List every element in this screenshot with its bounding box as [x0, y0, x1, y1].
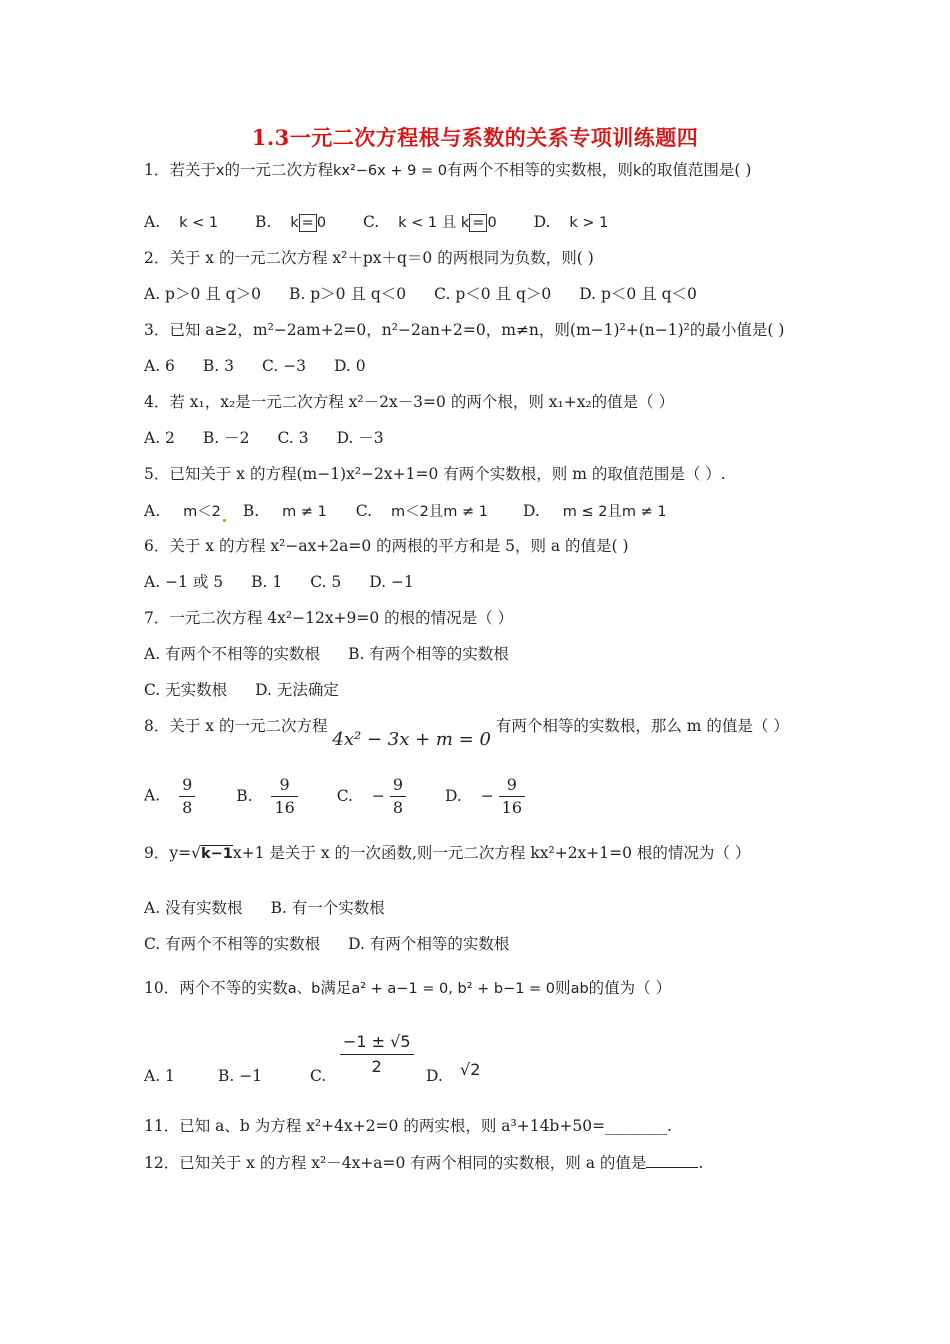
q8-options: [144, 774, 525, 819]
option: C. −3: [262, 357, 307, 375]
option-label: B.: [242, 502, 260, 520]
option: A. p＞0 且 q＞0: [144, 285, 261, 303]
fraction: [179, 774, 195, 819]
q10-text: 满足: [320, 979, 352, 997]
option: D. −1: [369, 573, 414, 591]
q9-radicand: k−1: [201, 846, 233, 862]
question-7: 7．一元二次方程 4x²−12x+9=0 的根的情况是（ ）: [144, 609, 514, 627]
option: B. 有两个相等的实数根: [348, 645, 509, 663]
question-6: 6．关于 x 的方程 x²−ax+2a=0 的两根的平方和是 5，则 a 的值是( ): [144, 537, 629, 555]
question-10: [144, 978, 671, 999]
q1-var: k: [632, 163, 642, 179]
question-12: [144, 1153, 703, 1173]
numerator: 9: [390, 774, 406, 797]
option-label: A.: [144, 213, 161, 231]
option: A. 2: [144, 429, 175, 447]
option: D. －3: [336, 429, 384, 447]
fraction: [390, 774, 406, 819]
fraction: [499, 774, 525, 819]
q8-text: 8．关于 x 的一元二次方程: [144, 717, 328, 735]
q1-text: 的一元二次方程: [224, 161, 333, 179]
q9-options-row2: [144, 934, 537, 954]
question-1: [144, 160, 751, 181]
option: B. 3: [202, 357, 235, 375]
option: B. 有一个实数根: [270, 899, 385, 917]
q5-options: [144, 501, 667, 522]
q7-options-row1: [144, 644, 537, 664]
q6-options: [144, 572, 442, 592]
numerator: 9: [271, 774, 297, 797]
q1-options: [144, 212, 608, 233]
option-label: C.: [336, 786, 353, 805]
option: B. 1: [251, 573, 283, 591]
q10-var: ab: [570, 981, 589, 997]
q10-text: 10．两个不等的实数: [144, 979, 288, 997]
option-box: =: [469, 214, 487, 232]
option-value: k < 1 且 k: [398, 215, 470, 231]
option-label: C.: [355, 502, 373, 520]
q4-options: [144, 428, 412, 448]
q12-text: .: [698, 1154, 704, 1172]
fraction: [340, 1030, 414, 1079]
q7-options-row2: [144, 680, 367, 700]
option-label: A.: [144, 786, 161, 805]
option-label: B.: [255, 213, 272, 231]
option-value: m ≠ 1: [282, 504, 327, 520]
q1-var: x: [215, 163, 225, 179]
option-value: m＜2: [183, 504, 221, 520]
option-value: 0: [487, 215, 497, 231]
question-11: 11．已知 a、b 为方程 x²+4x+2=0 的两实根，则 a³+14b+50=________.: [144, 1117, 672, 1135]
sign: −: [480, 786, 494, 805]
q1-text: 有两个不相等的实数根，则: [446, 161, 633, 179]
option-label: C.: [363, 213, 380, 231]
option-value: k > 1: [569, 215, 609, 231]
fraction: [271, 774, 297, 819]
q9-text: 9．y=: [144, 844, 192, 862]
question-5: 5．已知关于 x 的方程(m−1)x²−2x+1=0 有两个实数根，则 m 的取值范围是（ ）.: [144, 465, 726, 483]
numerator: 9: [179, 774, 195, 797]
q10-text: 的值为（ ）: [588, 979, 672, 997]
option: D. p＜0 且 q＜0: [579, 285, 697, 303]
page-title: 1.3一元二次方程根与系数的关系专项训练题四: [251, 125, 699, 150]
option-value: k < 1: [179, 215, 219, 231]
option: C. 无实数根: [144, 681, 228, 699]
dot-mark: [223, 519, 226, 522]
option-label: D.: [426, 1067, 443, 1085]
option: D. 0: [334, 357, 366, 375]
option-label: B.: [236, 786, 253, 805]
option: A. 6: [144, 357, 175, 375]
option-label: D.: [522, 502, 540, 520]
numerator: −1 ± √5: [340, 1030, 414, 1055]
q8-text: 有两个相等的实数根，那么 m 的值是（ ）: [495, 717, 789, 735]
option: B. p＞0 且 q＜0: [288, 285, 407, 303]
q8-equation: 4x² − 3x + m = 0: [332, 729, 491, 750]
option-value: √2: [460, 1060, 481, 1079]
denominator: 16: [501, 798, 523, 817]
option-value: m＜2且m ≠ 1: [390, 504, 489, 520]
option: A. 有两个不相等的实数根: [144, 645, 321, 663]
sign: −: [371, 786, 385, 805]
question-8: [144, 716, 789, 750]
option: C. 3: [277, 429, 309, 447]
option-label: A.: [144, 502, 161, 520]
q1-text: 1．若关于: [144, 161, 216, 179]
option-value: k: [290, 215, 299, 231]
question-4: 4．若 x₁，x₂是一元二次方程 x²－2x－3=0 的两个根，则 x₁+x₂的值是（ ）: [144, 393, 675, 411]
option-label: C.: [310, 1067, 327, 1085]
q10-equations: a² + a−1 = 0, b² + b−1 = 0: [351, 981, 556, 997]
option: C. p＜0 且 q＞0: [434, 285, 552, 303]
option-label: D.: [533, 213, 551, 231]
option: B. −1: [218, 1067, 263, 1085]
option: D. 无法确定: [255, 681, 339, 699]
option: C. 5: [310, 573, 342, 591]
option-box: =: [299, 214, 317, 232]
q1-equation: kx²−6x + 9 = 0: [332, 163, 447, 179]
option: D. 有两个相等的实数根: [348, 935, 510, 953]
q10-text: 则: [555, 979, 571, 997]
q10-vars: a、b: [287, 981, 321, 997]
option: B. －2: [202, 429, 250, 447]
q2-options: [144, 284, 725, 304]
option: A. 没有实数根: [144, 899, 243, 917]
q9-text: x+1 是关于 x 的一次函数,则一元二次方程 kx²+2x+1=0 根的情况为（ ）: [232, 844, 751, 862]
numerator: 9: [499, 774, 525, 797]
option: C. 有两个不相等的实数根: [144, 935, 321, 953]
q9-options-row1: [144, 898, 413, 918]
answer-blank: [646, 1153, 698, 1168]
option: A. 1: [144, 1067, 175, 1085]
denominator: 8: [392, 798, 404, 817]
option: A. −1 或 5: [144, 573, 224, 591]
option-label: D.: [444, 786, 462, 805]
denominator: 8: [182, 798, 193, 817]
question-3: 3．已知 a≥2，m²−2am+2=0，n²−2an+2=0，m≠n，则(m−1)²+(n−1)²的最小值是( ): [144, 321, 785, 339]
question-9: [144, 843, 750, 864]
denominator: 16: [274, 798, 295, 817]
question-2: 2．关于 x 的一元二次方程 x²＋px＋q＝0 的两根同为负数，则( ): [144, 249, 594, 267]
q12-text: 12．已知关于 x 的方程 x²－4x+a=0 有两个相同的实数根，则 a 的值是: [144, 1154, 647, 1172]
radical-sign: √: [191, 844, 201, 862]
q3-options: [144, 356, 394, 376]
option-value: 0: [316, 215, 327, 231]
q1-text: 的取值范围是( ): [641, 161, 752, 179]
option-value: m ≤ 2且m ≠ 1: [562, 504, 667, 520]
denominator: 2: [371, 1057, 382, 1076]
